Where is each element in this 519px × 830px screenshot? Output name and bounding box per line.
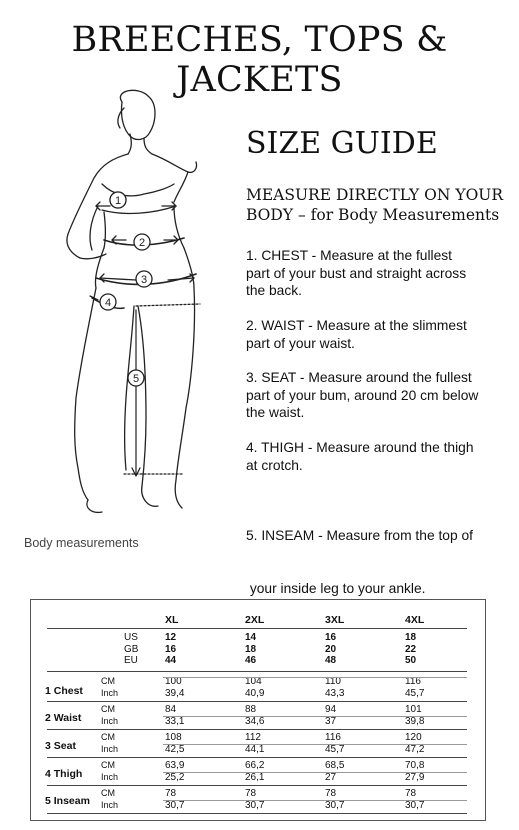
table-cell: 48 bbox=[325, 655, 337, 666]
table-cell: 12 bbox=[165, 632, 177, 643]
step-line: your inside leg to your ankle. bbox=[246, 580, 426, 596]
table-cell: 39,4 bbox=[165, 687, 185, 699]
table-cell: 100 bbox=[165, 676, 182, 687]
unit-inch: Inch bbox=[101, 771, 119, 782]
table-cell: 33,1 bbox=[165, 715, 185, 727]
region-values-xl bbox=[165, 632, 176, 667]
cell-divider bbox=[163, 800, 467, 801]
step-line: at crotch. bbox=[246, 457, 303, 473]
subtitle-line: MEASURE DIRECTLY ON YOUR bbox=[246, 186, 504, 204]
table-cell: 110 bbox=[325, 676, 341, 687]
step-line: 2. WAIST - Measure at the slimmest bbox=[246, 318, 467, 333]
row-label-waist: 2 Waist bbox=[45, 712, 82, 724]
table-cell: 45,7 bbox=[405, 687, 425, 699]
svg-text:2: 2 bbox=[138, 237, 146, 249]
row-label-seat: 3 Seat bbox=[45, 740, 76, 752]
cell-divider bbox=[163, 716, 467, 717]
unit-inch: Inch bbox=[101, 715, 119, 726]
table-cell: 40,9 bbox=[245, 687, 265, 699]
region-label-gb: GB bbox=[124, 643, 139, 655]
column-header-3xl: 3XL bbox=[325, 614, 345, 626]
step-line: part of your bum, around 20 cm below bbox=[246, 387, 479, 403]
table-cell: 50 bbox=[405, 655, 417, 666]
table-cell: 25,2 bbox=[165, 771, 185, 783]
size-table bbox=[30, 599, 486, 821]
region-values-2xl bbox=[245, 632, 256, 667]
table-cell: 30,7 bbox=[405, 799, 425, 811]
figure-caption: Body measurements bbox=[24, 536, 139, 550]
svg-text:4: 4 bbox=[104, 297, 112, 309]
table-divider bbox=[47, 813, 467, 814]
step-line: 1. CHEST - Measure at the fullest bbox=[246, 248, 453, 263]
svg-text:1: 1 bbox=[114, 195, 122, 207]
table-divider bbox=[47, 757, 467, 758]
table-divider bbox=[47, 628, 467, 629]
table-cell: 112 bbox=[245, 732, 261, 743]
region-values-4xl bbox=[405, 632, 416, 667]
step-chest bbox=[246, 247, 516, 300]
unit-cm: CM bbox=[101, 760, 115, 770]
step-line: part of your waist. bbox=[246, 335, 355, 351]
table-cell-group bbox=[165, 676, 184, 699]
unit-labels bbox=[101, 704, 118, 727]
step-line: 4. THIGH - Measure around the thigh bbox=[246, 440, 474, 455]
unit-inch: Inch bbox=[101, 799, 119, 810]
row-label-inseam: 5 Inseam bbox=[45, 795, 90, 807]
table-cell: 104 bbox=[245, 676, 262, 687]
table-divider bbox=[47, 701, 467, 702]
table-cell-group bbox=[405, 676, 424, 699]
table-cell: 20 bbox=[325, 643, 337, 655]
marker-1-icon bbox=[110, 192, 126, 208]
table-cell: 27,9 bbox=[405, 771, 425, 783]
row-label-thigh: 4 Thigh bbox=[45, 768, 83, 780]
table-cell: 43,3 bbox=[325, 687, 345, 699]
table-cell: 14 bbox=[245, 632, 257, 643]
step-line: 3. SEAT - Measure around the fullest bbox=[246, 370, 472, 385]
step-line: the back. bbox=[246, 283, 302, 298]
table-cell: 30,7 bbox=[325, 799, 345, 811]
table-cell: 44 bbox=[165, 655, 177, 666]
size-guide-title: SIZE GUIDE bbox=[246, 126, 438, 161]
step-line: 5. INSEAM - Measure from the top of bbox=[246, 528, 473, 543]
unit-inch: Inch bbox=[101, 687, 119, 698]
table-cell: 30,7 bbox=[245, 799, 265, 811]
step-line: part of your bust and straight across bbox=[246, 265, 467, 281]
table-cell: 16 bbox=[325, 632, 337, 643]
marker-2-icon bbox=[134, 234, 150, 250]
marker-4-icon bbox=[100, 294, 116, 310]
table-cell: 70,8 bbox=[405, 760, 425, 771]
table-cell: 39,8 bbox=[405, 715, 425, 727]
unit-labels bbox=[101, 732, 118, 755]
table-cell: 22 bbox=[405, 643, 417, 655]
table-cell: 30,7 bbox=[165, 799, 185, 811]
table-divider bbox=[47, 729, 467, 730]
table-cell: 120 bbox=[405, 732, 422, 743]
region-labels bbox=[124, 632, 138, 667]
table-cell: 16 bbox=[165, 643, 177, 655]
table-cell: 108 bbox=[165, 732, 182, 743]
marker-5-icon bbox=[128, 370, 144, 386]
table-cell: 101 bbox=[405, 704, 422, 715]
table-cell: 63,9 bbox=[165, 760, 185, 771]
subtitle-line: BODY – for Body Measurements bbox=[246, 206, 500, 224]
table-cell: 18 bbox=[245, 643, 257, 655]
table-cell-group bbox=[245, 676, 264, 699]
unit-cm: CM bbox=[101, 788, 115, 798]
table-cell: 78 bbox=[245, 788, 257, 799]
unit-cm: CM bbox=[101, 704, 115, 714]
table-cell: 116 bbox=[325, 732, 341, 743]
table-cell: 84 bbox=[165, 704, 177, 715]
row-label-chest: 1 Chest bbox=[45, 685, 83, 697]
column-header-xl: XL bbox=[165, 614, 179, 626]
table-cell: 34,6 bbox=[245, 715, 265, 727]
unit-cm: CM bbox=[101, 676, 115, 686]
column-header-4xl: 4XL bbox=[405, 614, 425, 626]
region-values-3xl bbox=[325, 632, 336, 667]
unit-labels bbox=[101, 788, 118, 811]
unit-labels bbox=[101, 760, 118, 783]
column-header-2xl: 2XL bbox=[245, 614, 265, 626]
region-label-eu: EU bbox=[124, 655, 138, 666]
svg-text:5: 5 bbox=[132, 373, 140, 385]
table-cell: 26,1 bbox=[245, 771, 265, 783]
cell-divider bbox=[163, 772, 467, 773]
table-cell: 94 bbox=[325, 704, 337, 715]
svg-text:3: 3 bbox=[140, 274, 148, 286]
marker-3-icon bbox=[136, 271, 152, 287]
cell-divider bbox=[163, 677, 467, 678]
cell-divider bbox=[163, 744, 467, 745]
step-inseam bbox=[246, 492, 516, 615]
table-cell-group bbox=[325, 676, 344, 699]
table-divider bbox=[47, 671, 467, 672]
table-cell: 116 bbox=[405, 676, 421, 687]
table-cell: 37 bbox=[325, 715, 337, 727]
region-label-us: US bbox=[124, 632, 138, 643]
table-cell: 45,7 bbox=[325, 743, 345, 755]
step-thigh bbox=[246, 439, 516, 474]
table-cell: 27 bbox=[325, 771, 337, 783]
step-waist bbox=[246, 317, 516, 352]
table-cell: 78 bbox=[405, 788, 417, 799]
table-cell: 42,5 bbox=[165, 743, 185, 755]
table-divider bbox=[47, 785, 467, 786]
table-cell: 78 bbox=[325, 788, 337, 799]
table-cell: 88 bbox=[245, 704, 257, 715]
page-title: BREECHES, TOPS & JACKETS bbox=[71, 20, 448, 100]
table-cell: 44,1 bbox=[245, 743, 265, 755]
table-cell: 47,2 bbox=[405, 743, 425, 755]
unit-inch: Inch bbox=[101, 743, 119, 754]
size-guide-subtitle bbox=[246, 185, 516, 225]
table-cell: 46 bbox=[245, 655, 257, 666]
body-figure-illustration bbox=[18, 88, 228, 528]
step-seat bbox=[246, 369, 516, 422]
table-cell: 66,2 bbox=[245, 760, 265, 771]
table-cell: 68,5 bbox=[325, 760, 345, 771]
step-line: the waist. bbox=[246, 405, 305, 420]
unit-labels bbox=[101, 676, 118, 699]
unit-cm: CM bbox=[101, 732, 115, 742]
table-cell: 78 bbox=[165, 788, 177, 799]
table-cell: 18 bbox=[405, 632, 417, 643]
